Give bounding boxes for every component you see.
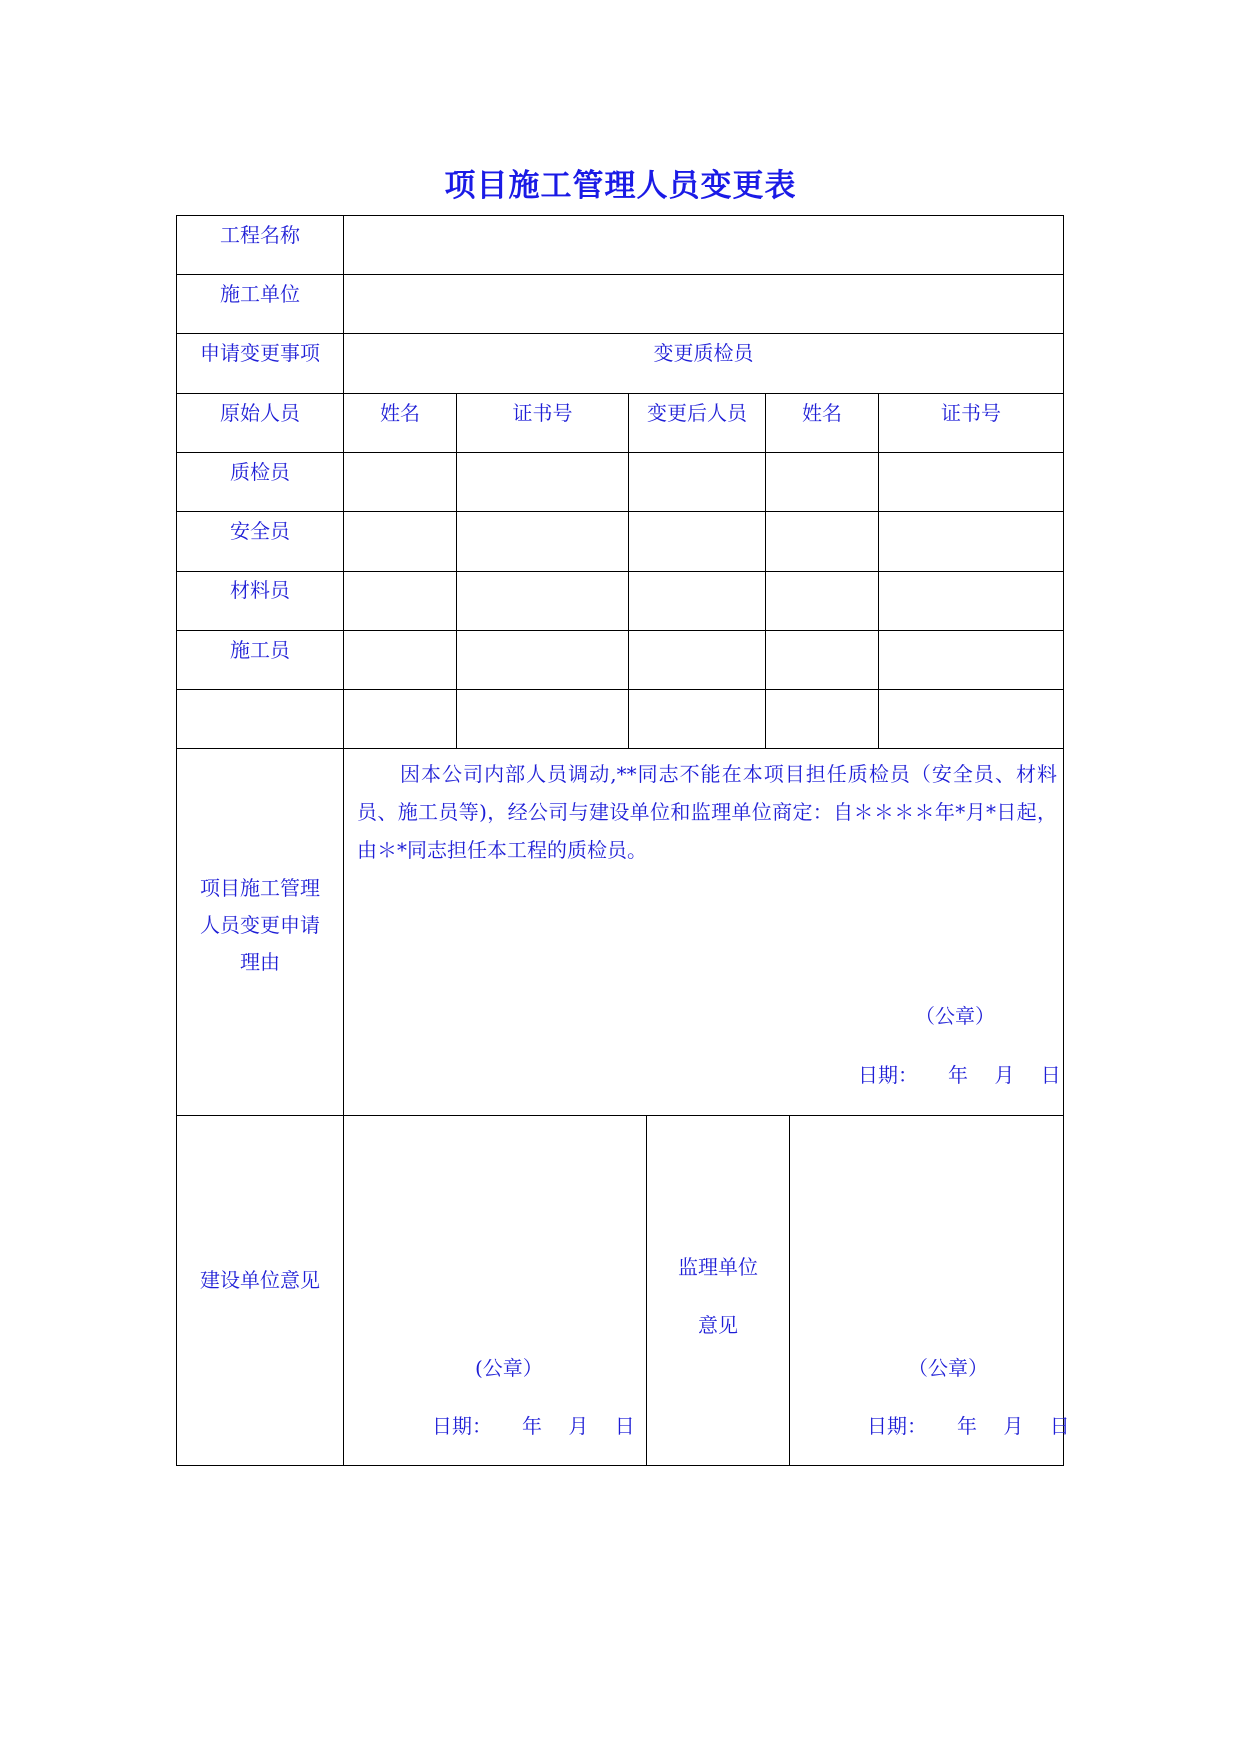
row-divider — [176, 274, 1064, 275]
column-divider — [456, 393, 457, 748]
form-title: 项目施工管理人员变更表 — [444, 168, 797, 204]
owner-opinion-label: 建设单位意见 — [200, 1268, 320, 1292]
construction-unit-label: 施工单位 — [220, 282, 300, 306]
header-new-name: 姓名 — [802, 401, 842, 425]
column-divider — [789, 1115, 790, 1466]
reason-label — [177, 870, 343, 981]
supervisor-label-line: 意见 — [698, 1313, 738, 1337]
row-divider — [176, 333, 1064, 334]
supervisor-label-line: 监理单位 — [678, 1255, 758, 1279]
row-divider — [176, 689, 1064, 690]
row-divider — [176, 1115, 1064, 1116]
row-divider — [176, 452, 1064, 453]
row-divider — [176, 511, 1064, 512]
reason-date: 日期： 年 月 日 — [858, 1063, 1061, 1087]
owner-date: 日期： 年 月 日 — [432, 1414, 635, 1438]
header-new-certificate-number: 证书号 — [941, 401, 1001, 425]
reason-label-line: 人员变更申请 — [200, 913, 320, 937]
owner-seal: (公章） — [475, 1356, 543, 1380]
row-divider — [176, 393, 1064, 394]
supervisor-opinion-label — [647, 1238, 789, 1354]
supervisor-seal: （公章） — [908, 1356, 988, 1380]
change-item-value: 变更质检员 — [653, 341, 754, 365]
role-materials-officer: 材料员 — [230, 578, 290, 602]
header-original-personnel: 原始人员 — [220, 401, 300, 425]
reason-text: 因本公司内部人员调动,**同志不能在本项目担任质检员（安全员、材料员、施工员等)，经公司与建设单位和监理单位商定：自＊＊＊＊年*月*日起，由＊*同志担任本工程的质检员。 — [357, 762, 1057, 862]
supervisor-date: 日期： 年 月 日 — [867, 1414, 1070, 1438]
header-certificate-number: 证书号 — [512, 401, 573, 425]
reason-label-line: 项目施工管理 — [200, 876, 320, 900]
header-name: 姓名 — [380, 401, 420, 425]
row-divider — [176, 748, 1064, 749]
change-item-label: 申请变更事项 — [200, 341, 320, 365]
row-divider — [176, 571, 1064, 572]
reason-label-line: 理由 — [240, 950, 280, 974]
column-divider — [878, 393, 879, 748]
column-divider — [628, 393, 629, 748]
role-safety-officer: 安全员 — [230, 519, 290, 543]
project-name-label: 工程名称 — [220, 223, 300, 247]
role-construction-officer: 施工员 — [230, 638, 290, 662]
header-new-personnel: 变更后人员 — [647, 401, 747, 425]
column-divider — [765, 393, 766, 748]
reason-seal: （公章） — [915, 1004, 995, 1028]
reason-text-block — [357, 755, 1057, 869]
row-divider — [176, 630, 1064, 631]
role-quality-inspector: 质检员 — [230, 460, 290, 484]
